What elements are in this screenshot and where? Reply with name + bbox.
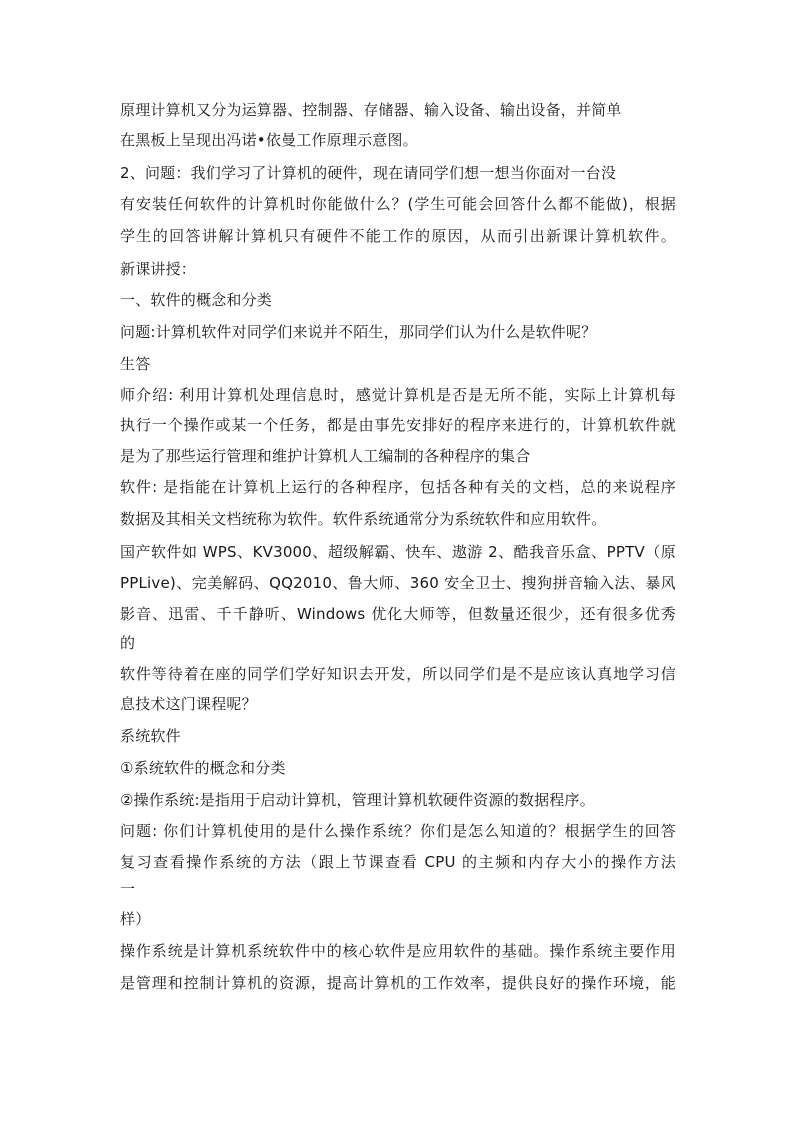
paragraph-line: 一 (120, 880, 136, 898)
paragraph-line: 是为了那些运行管理和维护计算机人工编制的各种程序的集合 (120, 447, 531, 465)
section-heading: 新课讲授： (120, 260, 197, 278)
paragraph-line: 样） (120, 910, 151, 928)
paragraph-line: 生答 (120, 355, 151, 373)
paragraph-line: PPLive)、完美解码、QQ2010、鲁大师、360 安全卫士、搜狗拼音输入法、暴风 (120, 574, 676, 592)
paragraph-line: 软件: 是指能在计算机上运行的各种程序，包括各种有关的文档，总的来说程序 (120, 478, 676, 496)
paragraph-line: 原理计算机又分为运算器、控制器、存储器、输入设备、输出设备，并简单 (120, 101, 622, 119)
paragraph-line: 操作系统是计算机系统软件中的核心软件是应用软件的基础。操作系统主要作用 (120, 942, 676, 960)
paragraph-line: 复习查看操作系统的方法（跟上节课查看 CPU 的主频和内存大小的操作方法 (120, 853, 676, 871)
paragraph-line: 影音、迅雷、千千静听、Windows 优化大师等，但数量还很少，还有很多优秀 (120, 605, 676, 623)
paragraph-line: 是管理和控制计算机的资源，提高计算机的工作效率，提供良好的操作环境，能 (120, 974, 676, 992)
paragraph-line: 息技术这门课程呢？ (120, 695, 257, 713)
list-item: ①系统软件的概念和分类 (120, 759, 286, 777)
paragraph-line: 数据及其相关文档统称为软件。软件系统通常分为系统软件和应用软件。 (120, 510, 607, 528)
paragraph-line: 师介绍: 利用计算机处理信息时，感觉计算机是否是无所不能，实际上计算机每 (120, 386, 676, 404)
paragraph-line: 有安装任何软件的计算机时你能做什么？(学生可能会回答什么都不能做)，根据 (120, 195, 676, 213)
paragraph-line: 在黑板上呈现出冯诺•依曼工作原理示意图。 (120, 131, 418, 149)
section-heading: 系统软件 (120, 727, 181, 745)
list-item: ②操作系统:是指用于启动计算机，管理计算机软硬件资源的数据程序。 (120, 791, 595, 809)
paragraph-line: 问题:计算机软件对同学们来说并不陌生，那同学们认为什么是软件呢？ (120, 323, 597, 341)
paragraph-line: 2、问题：我们学习了计算机的硬件，现在请同学们想一想当你面对一台没 (120, 164, 617, 182)
paragraph-line: 的 (120, 634, 136, 652)
section-heading: 一、软件的概念和分类 (120, 291, 273, 309)
paragraph-line: 学生的回答讲解计算机只有硬件不能工作的原因，从而引出新课计算机软件。 (120, 227, 676, 245)
paragraph-line: 国产软件如 WPS、KV3000、超级解霸、快车、遨游 2、酷我音乐盒、PPTV（原 (120, 543, 676, 561)
paragraph-line: 执行一个操作或某一个任务，都是由事先安排好的程序来进行的，计算机软件就 (120, 416, 676, 434)
paragraph-line: 软件等待着在座的同学们学好知识去开发，所以同学们是不是应该认真地学习信 (120, 665, 676, 683)
paragraph-line: 问题: 你们计算机使用的是什么操作系统？你们是怎么知道的？根据学生的回答 (120, 822, 676, 840)
